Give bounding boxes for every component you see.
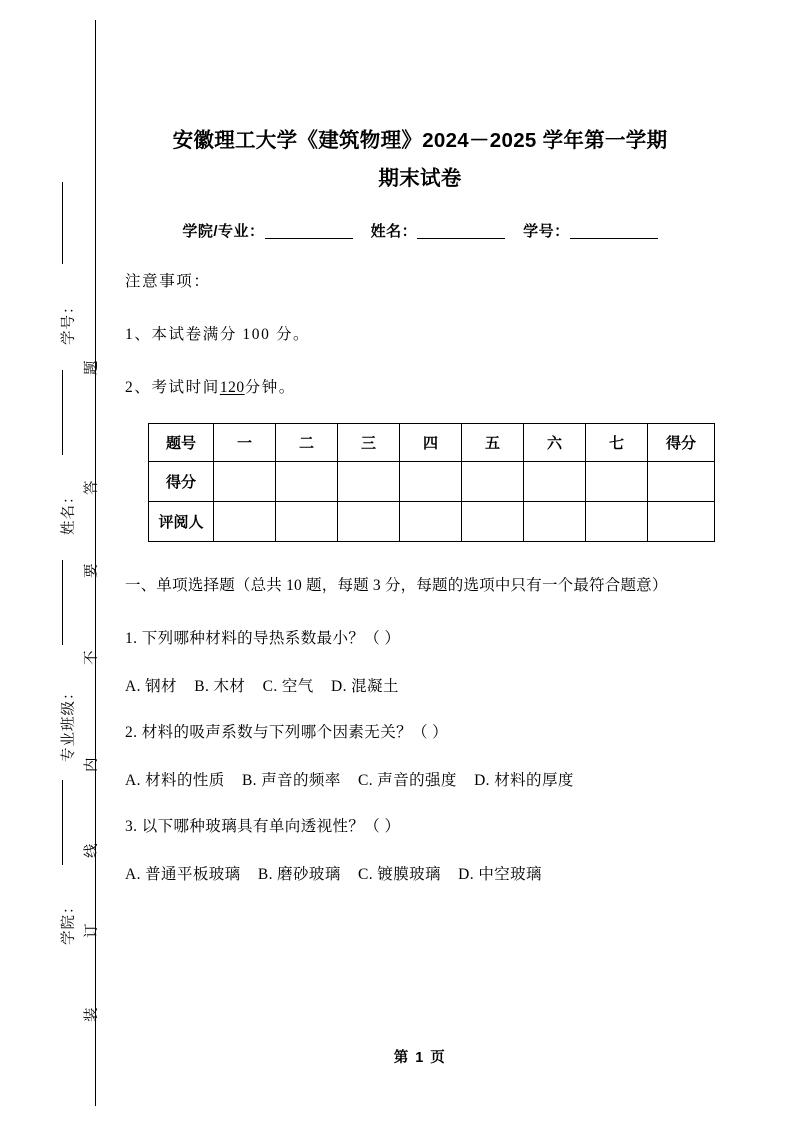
page-title-line1: 安徽理工大学《建筑物理》2024－2025 学年第一学期 bbox=[172, 129, 668, 152]
student-id-rule bbox=[62, 182, 63, 264]
score-cell[interactable] bbox=[214, 462, 276, 502]
reviewer-cell[interactable] bbox=[586, 502, 648, 542]
question-options-1 bbox=[125, 648, 715, 696]
score-table-header-cell-8: 得分 bbox=[648, 424, 715, 462]
binding-label-student-id: 学号： bbox=[61, 298, 77, 345]
exam-content bbox=[125, 0, 715, 884]
page-footer bbox=[125, 1046, 715, 1067]
option-c[interactable]: C. 镀膜玻璃 bbox=[358, 866, 441, 883]
student-info-line bbox=[125, 198, 715, 241]
score-table-header-cell-5: 五 bbox=[462, 424, 524, 462]
score-table-header-cell-1: 一 bbox=[214, 424, 276, 462]
reviewer-cell[interactable] bbox=[524, 502, 586, 542]
reviewer-row-label: 评阅人 bbox=[149, 502, 214, 542]
college-major-label: 学院/专业： bbox=[182, 223, 265, 240]
table-row bbox=[149, 502, 715, 542]
reviewer-cell[interactable] bbox=[214, 502, 276, 542]
option-d[interactable]: D. 混凝土 bbox=[330, 678, 399, 695]
option-a[interactable]: A. 钢材 bbox=[125, 678, 177, 695]
option-d[interactable]: D. 材料的厚度 bbox=[474, 772, 574, 789]
question-stem-1: 1. 下列哪种材料的导热系数最小？（ ） bbox=[125, 630, 401, 647]
notice-item-2 bbox=[125, 344, 715, 397]
reviewer-cell[interactable] bbox=[338, 502, 400, 542]
score-table-header-cell-3: 三 bbox=[338, 424, 400, 462]
notice-item-2-suffix: 分钟。 bbox=[244, 379, 296, 396]
student-id-blank[interactable] bbox=[570, 238, 658, 239]
binding-char-3: 不 bbox=[84, 650, 100, 665]
notice-item-2-prefix: 2、考试时间 bbox=[125, 379, 220, 396]
option-d[interactable]: D. 中空玻璃 bbox=[458, 866, 542, 883]
table-row-header bbox=[149, 424, 715, 462]
option-c[interactable]: C. 空气 bbox=[262, 678, 314, 695]
question-stem-3: 3. 以下哪种玻璃具有单向透视性？（ ） bbox=[125, 818, 401, 835]
name-rule bbox=[62, 370, 63, 455]
score-cell[interactable] bbox=[648, 462, 715, 502]
notice-item-1: 1、本试卷满分 100 分。 bbox=[125, 326, 311, 343]
binding-char-2: 要 bbox=[84, 563, 100, 578]
score-table-header-cell-4: 四 bbox=[400, 424, 462, 462]
table-row bbox=[149, 462, 715, 502]
score-cell[interactable] bbox=[276, 462, 338, 502]
question-options-2 bbox=[125, 742, 715, 790]
college-rule bbox=[62, 780, 63, 865]
class-rule bbox=[62, 560, 63, 645]
binding-margin bbox=[0, 0, 100, 1122]
score-cell[interactable] bbox=[338, 462, 400, 502]
score-table-header-cell-6: 六 bbox=[524, 424, 586, 462]
page-number: 第 1 页 bbox=[393, 1050, 447, 1066]
section-heading-1: 一、单项选择题（总共 10 题，每题 3 分，每题的选项中只有一个最符合题意） bbox=[125, 577, 668, 594]
name-label: 姓名： bbox=[370, 223, 418, 240]
score-cell[interactable] bbox=[586, 462, 648, 502]
name-blank[interactable] bbox=[417, 238, 505, 239]
page-title-line2: 期末试卷 bbox=[378, 167, 462, 190]
binding-char-1: 答 bbox=[84, 480, 100, 495]
score-table-wrapper bbox=[125, 397, 715, 542]
binding-char-0: 题 bbox=[84, 360, 100, 375]
option-b[interactable]: B. 声音的频率 bbox=[241, 772, 341, 789]
college-major-blank[interactable] bbox=[265, 238, 353, 239]
binding-char-5: 线 bbox=[84, 843, 100, 858]
option-a[interactable]: A. 普通平板玻璃 bbox=[125, 866, 241, 883]
page-title bbox=[125, 0, 715, 198]
reviewer-cell[interactable] bbox=[276, 502, 338, 542]
score-table-header-cell-0: 题号 bbox=[149, 424, 214, 462]
score-row-label: 得分 bbox=[149, 462, 214, 502]
score-cell[interactable] bbox=[400, 462, 462, 502]
reviewer-cell[interactable] bbox=[400, 502, 462, 542]
reviewer-cell[interactable] bbox=[462, 502, 524, 542]
score-cell[interactable] bbox=[462, 462, 524, 502]
score-table-header-cell-2: 二 bbox=[276, 424, 338, 462]
score-table bbox=[148, 423, 715, 542]
option-c[interactable]: C. 声音的强度 bbox=[358, 772, 457, 789]
question-options-3 bbox=[125, 836, 715, 884]
binding-char-6: 订 bbox=[84, 923, 100, 938]
binding-label-college: 学院： bbox=[61, 898, 77, 945]
option-b[interactable]: B. 木材 bbox=[194, 678, 246, 695]
student-id-label: 学号： bbox=[523, 223, 570, 240]
reviewer-cell[interactable] bbox=[648, 502, 715, 542]
binding-label-class: 专业班级： bbox=[61, 684, 77, 762]
question-stem-2: 2. 材料的吸声系数与下列哪个因素无关？（ ） bbox=[125, 724, 449, 741]
option-b[interactable]: B. 磨砂玻璃 bbox=[257, 866, 341, 883]
score-table-header-cell-7: 七 bbox=[586, 424, 648, 462]
option-a[interactable]: A. 材料的性质 bbox=[125, 772, 225, 789]
notices-heading: 注意事项： bbox=[125, 273, 211, 290]
binding-label-name: 姓名： bbox=[61, 488, 77, 535]
exam-duration-value: 120 bbox=[219, 379, 245, 396]
binding-char-7: 装 bbox=[84, 1007, 100, 1022]
binding-char-4: 内 bbox=[84, 757, 100, 772]
score-cell[interactable] bbox=[524, 462, 586, 502]
